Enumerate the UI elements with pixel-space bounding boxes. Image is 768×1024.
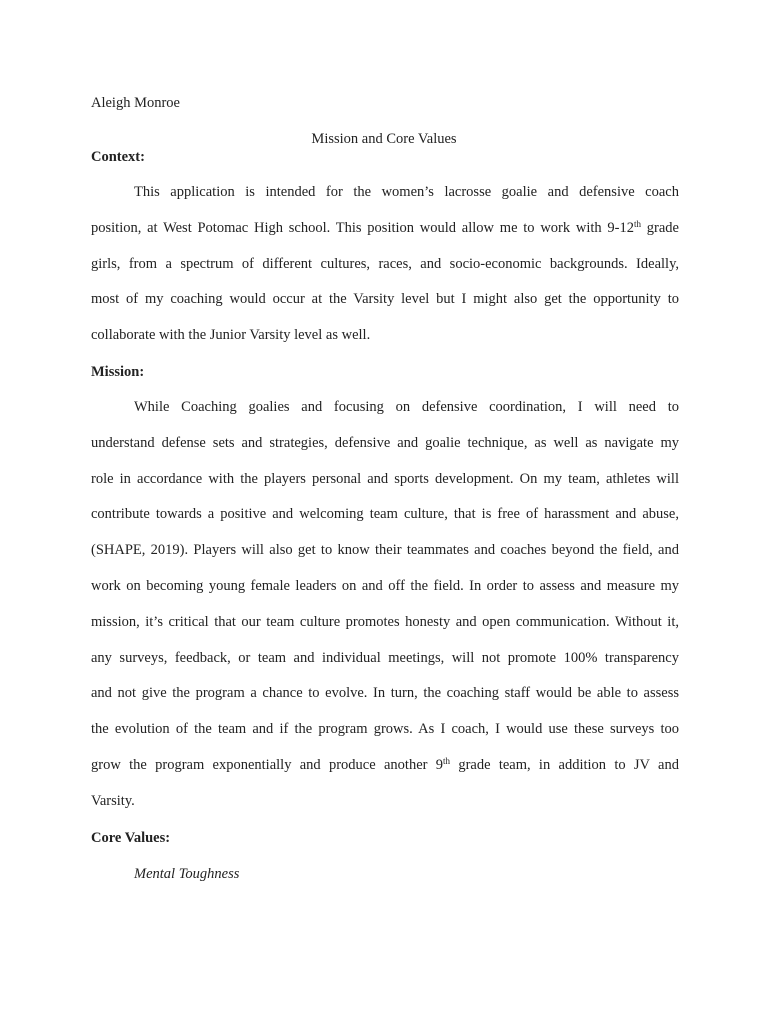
paragraph-line: collaborate with the Junior Varsity level as well. [91,327,371,344]
paragraph-line: and not give the program a chance to evolve. In turn, the coaching staff would be able to assess [91,685,679,702]
paragraph-line: (SHAPE, 2019). Players will also get to know their teammates and coaches beyond the field, and [91,542,679,559]
paragraph-line [91,748,679,784]
document-title: Mission and Core Values [311,131,457,147]
core-value-item: Mental Toughness [134,865,240,882]
paragraph-line: the evolution of the team and if the program grows. As I coach, I would use these surveys too [91,721,679,738]
mission-heading: Mission: [91,363,145,380]
line-text: grade team, in addition to JV and [450,756,679,773]
core-values-heading: Core Values: [91,829,171,846]
context-paragraph [91,175,679,354]
line-text: position, at West Potomac High school. This position would allow me to work with 9-12 [91,219,635,236]
line-text: grade [641,219,679,236]
paragraph-line: This application is intended for the women’s lacrosse goalie and defensive coach [134,184,679,200]
paragraph-line: girls, from a spectrum of different cultures, races, and socio-economic backgrounds. Ideally, [91,255,679,272]
author-name: Aleigh Monroe [91,95,180,111]
paragraph-line: any surveys, feedback, or team and individual meetings, will not promote 100% transparency [91,649,679,666]
paragraph-line: Varsity. [91,792,135,809]
ordinal-suffix: th [443,755,451,766]
paragraph-line [91,211,679,247]
mission-paragraph [91,390,679,820]
paragraph-line: mission, it’s critical that our team culture promotes honesty and open communication. Without it, [91,613,679,630]
paragraph-line: understand defense sets and strategies, defensive and goalie technique, as well as navigate my [91,434,679,451]
paragraph-line: contribute towards a positive and welcoming team culture, that is free of harassment and abuse, [91,506,679,523]
document-body [91,139,679,892]
paragraph-line: While Coaching goalies and focusing on defensive coordination, I will need to [134,398,679,415]
context-heading: Context: [91,149,145,165]
paragraph-line: role in accordance with the players personal and sports development. On my team, athletes will [91,470,679,487]
paragraph-line: work on becoming young female leaders on and off the field. In order to assess and measure my [91,577,679,594]
line-text: grow the program exponentially and produce another 9 [91,756,444,773]
ordinal-suffix: th [634,218,642,229]
paragraph-line: most of my coaching would occur at the Varsity level but I might also get the opportunity to [91,291,679,308]
